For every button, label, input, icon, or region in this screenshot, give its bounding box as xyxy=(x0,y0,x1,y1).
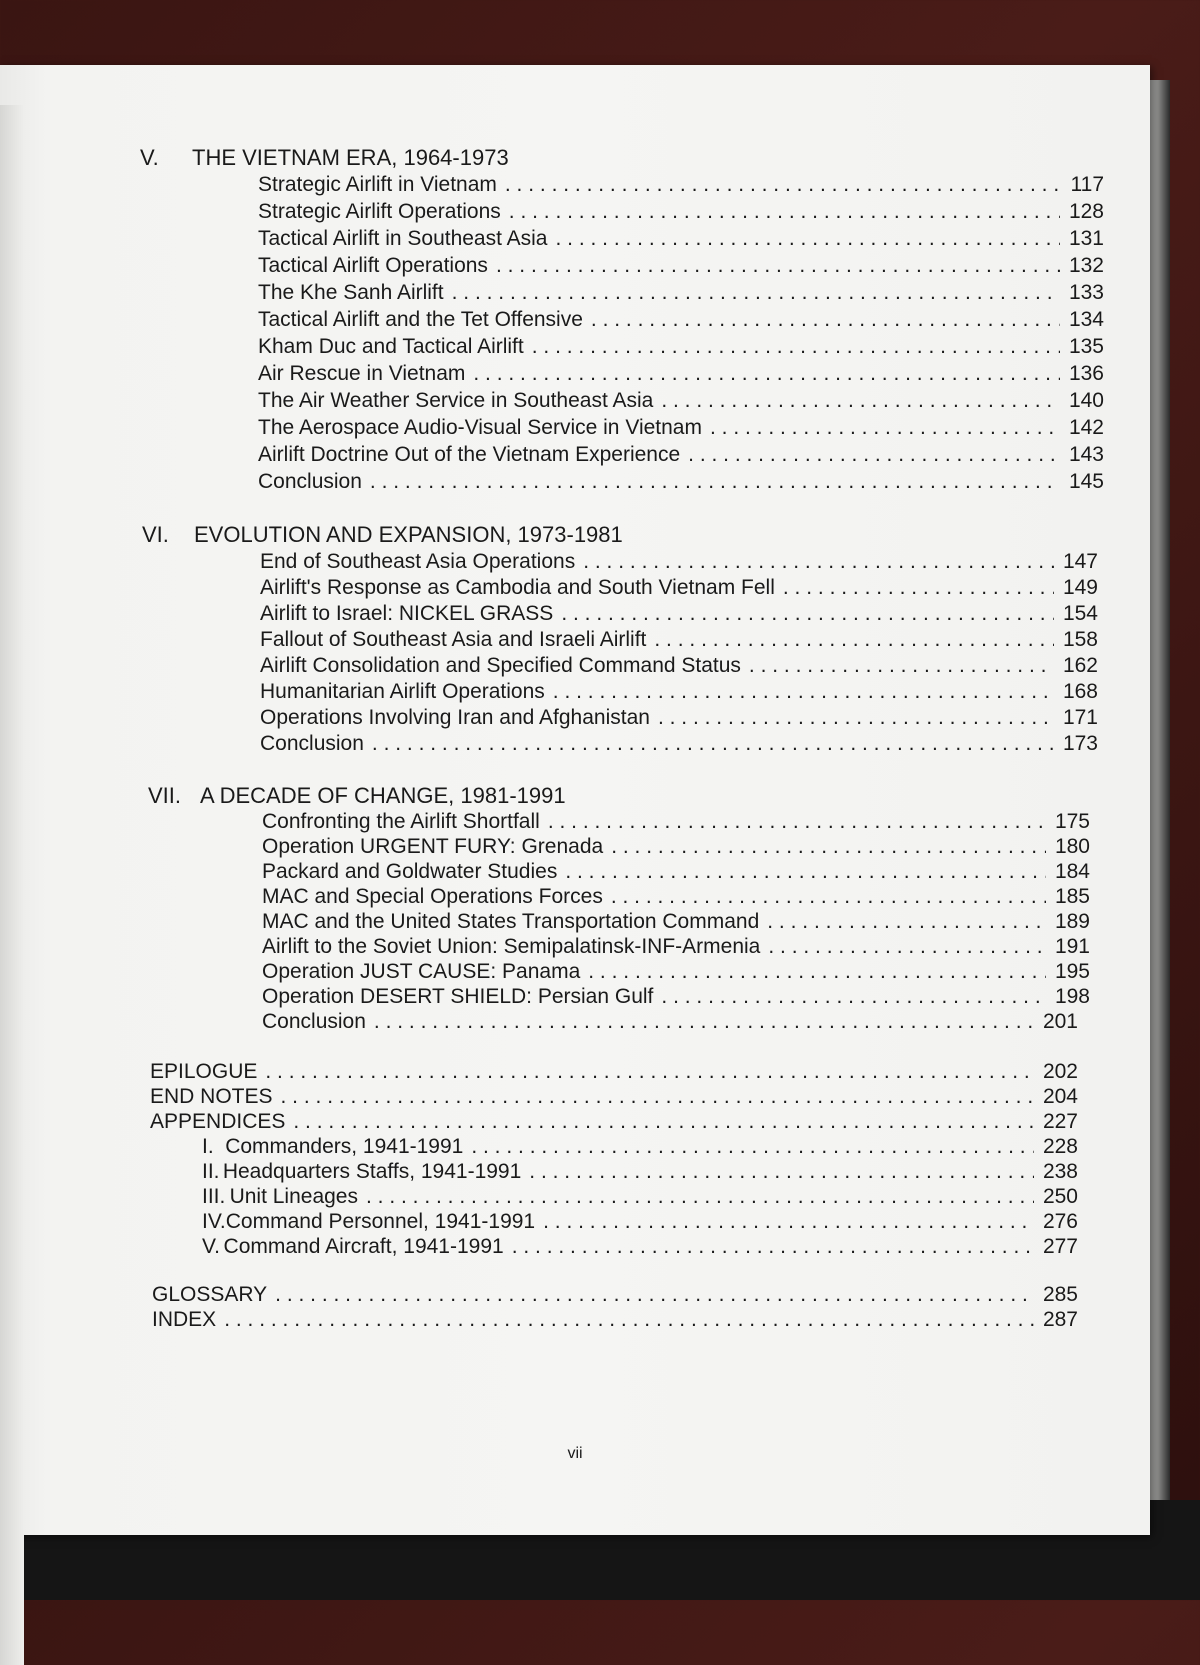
entry-title: Airlift Doctrine Out of the Vietnam Experience xyxy=(258,443,681,466)
entry-title: Airlift to Israel: NICKEL GRASS xyxy=(260,602,554,625)
dot-leader xyxy=(767,910,1046,934)
entry-page: 131 xyxy=(1068,227,1104,250)
toc-entry[interactable] xyxy=(262,1010,1078,1036)
dot-leader xyxy=(553,680,1054,704)
entry-page: 135 xyxy=(1068,335,1104,358)
entry-page: 147 xyxy=(1062,550,1098,573)
dot-leader xyxy=(496,254,1060,278)
toc-entry[interactable] xyxy=(258,362,1104,388)
dot-leader xyxy=(661,985,1046,1009)
chapter-title: A DECADE OF CHANGE, 1981-1991 xyxy=(200,783,566,808)
chapter-heading xyxy=(140,145,640,171)
entry-title: Command Personnel, 1941-1991 xyxy=(225,1210,536,1233)
toc-entry[interactable] xyxy=(262,860,1090,886)
dot-leader xyxy=(532,335,1060,359)
toc-entry[interactable] xyxy=(202,1235,1078,1261)
toc-entry[interactable] xyxy=(260,706,1098,732)
entry-page: 250 xyxy=(1042,1185,1078,1208)
dot-leader xyxy=(749,654,1054,678)
toc-entry[interactable] xyxy=(258,389,1104,415)
toc-entry[interactable] xyxy=(258,227,1104,253)
entry-page: 158 xyxy=(1062,628,1098,651)
toc-entry[interactable] xyxy=(260,732,1098,758)
chapter-number: V. xyxy=(140,145,159,170)
appendix-number: III. xyxy=(202,1185,226,1208)
entry-page: 276 xyxy=(1042,1210,1078,1233)
entry-title: Strategic Airlift Operations xyxy=(258,200,501,223)
entry-page: 143 xyxy=(1068,443,1104,466)
entry-page: 117 xyxy=(1070,173,1104,196)
dot-leader xyxy=(591,308,1060,332)
dot-leader xyxy=(473,362,1060,386)
toc-entry[interactable] xyxy=(258,335,1104,361)
entry-title: APPENDICES xyxy=(150,1110,286,1133)
dot-leader xyxy=(611,835,1046,859)
entry-page: 185 xyxy=(1054,885,1090,908)
entry-page: 133 xyxy=(1068,281,1104,304)
entry-title: MAC and the United States Transportation Command xyxy=(262,910,760,933)
toc-entry[interactable] xyxy=(262,985,1090,1011)
toc-entry[interactable] xyxy=(262,835,1090,861)
dot-leader xyxy=(783,576,1054,600)
entry-title: Strategic Airlift in Vietnam xyxy=(258,173,497,196)
entry-title: EPILOGUE xyxy=(150,1060,258,1083)
toc-entry[interactable] xyxy=(258,308,1104,334)
entry-title: Operation JUST CAUSE: Panama xyxy=(262,960,581,983)
entry-page: 171 xyxy=(1062,706,1098,729)
entry-title: Conclusion xyxy=(258,470,362,493)
toc-entry[interactable] xyxy=(258,416,1104,442)
toc-entry[interactable] xyxy=(258,254,1104,280)
dot-leader xyxy=(543,1210,1034,1234)
chapter-title: THE VIETNAM ERA, 1964-1973 xyxy=(192,145,509,170)
entry-page: 162 xyxy=(1062,654,1098,677)
dot-leader xyxy=(583,550,1054,574)
entry-page: 184 xyxy=(1054,860,1090,883)
entry-title: INDEX xyxy=(152,1308,217,1331)
toc-entry[interactable] xyxy=(258,200,1104,226)
entry-page: 142 xyxy=(1068,416,1104,439)
entry-title: The Khe Sanh Airlift xyxy=(258,281,444,304)
entry-title: Air Rescue in Vietnam xyxy=(258,362,466,385)
entry-page: 228 xyxy=(1042,1135,1078,1158)
toc-entry[interactable] xyxy=(260,680,1098,706)
entry-title: The Aerospace Audio-Visual Service in Vietnam xyxy=(258,416,702,439)
dot-leader xyxy=(471,1135,1034,1159)
toc-entry[interactable] xyxy=(260,602,1098,628)
dot-leader xyxy=(275,1283,1034,1307)
toc-entry[interactable] xyxy=(260,628,1098,654)
dot-leader xyxy=(293,1110,1034,1134)
entry-title: Confronting the Airlift Shortfall xyxy=(262,810,540,833)
dot-leader xyxy=(366,1185,1034,1209)
dot-leader xyxy=(509,200,1060,224)
entry-page: 191 xyxy=(1054,935,1090,958)
entry-page: 136 xyxy=(1068,362,1104,385)
entry-page: 285 xyxy=(1042,1283,1078,1306)
dot-leader xyxy=(452,281,1060,305)
dot-leader xyxy=(529,1160,1034,1184)
toc-entry[interactable] xyxy=(262,935,1090,961)
entry-page: 149 xyxy=(1062,576,1098,599)
dot-leader xyxy=(512,1235,1034,1259)
entry-page: 132 xyxy=(1068,254,1104,277)
toc-entry[interactable] xyxy=(150,1110,1078,1136)
toc-entry[interactable] xyxy=(262,960,1090,986)
entry-page: 198 xyxy=(1054,985,1090,1008)
toc-entry[interactable] xyxy=(260,654,1098,680)
appendix-number: V. xyxy=(202,1235,220,1258)
dot-leader xyxy=(224,1308,1034,1332)
dot-leader xyxy=(710,416,1060,440)
entry-title: Unit Lineages xyxy=(229,1185,358,1208)
dot-leader xyxy=(688,443,1060,467)
appendix-number: I. xyxy=(202,1135,214,1158)
entry-page: 202 xyxy=(1042,1060,1078,1083)
entry-title: End of Southeast Asia Operations xyxy=(260,550,576,573)
toc-entry[interactable] xyxy=(258,470,1104,496)
toc-entry[interactable] xyxy=(150,1085,1078,1111)
entry-page: 204 xyxy=(1042,1085,1078,1108)
chapter-heading xyxy=(148,783,648,809)
toc-entry[interactable] xyxy=(260,550,1098,576)
dot-leader xyxy=(370,470,1060,494)
entry-page: 201 xyxy=(1042,1010,1078,1033)
entry-page: 189 xyxy=(1054,910,1090,933)
toc-entry[interactable] xyxy=(152,1283,1078,1309)
entry-title: Command Aircraft, 1941-1991 xyxy=(223,1235,504,1258)
entry-title: GLOSSARY xyxy=(152,1283,268,1306)
entry-page: 154 xyxy=(1062,602,1098,625)
entry-title: Headquarters Staffs, 1941-1991 xyxy=(222,1160,522,1183)
dot-leader xyxy=(661,389,1060,413)
dot-leader xyxy=(611,885,1046,909)
entry-title: Kham Duc and Tactical Airlift xyxy=(258,335,524,358)
entry-page: 173 xyxy=(1062,732,1098,755)
toc-entry[interactable] xyxy=(262,885,1090,911)
entry-title: Airlift's Response as Cambodia and South Vietnam Fell xyxy=(260,576,775,599)
entry-page: 180 xyxy=(1054,835,1090,858)
entry-page: 128 xyxy=(1068,200,1104,223)
entry-page: 168 xyxy=(1062,680,1098,703)
toc-entry[interactable] xyxy=(202,1160,1078,1186)
entry-page: 238 xyxy=(1042,1160,1078,1183)
entry-title: Operation URGENT FURY: Grenada xyxy=(262,835,604,858)
entry-title: The Air Weather Service in Southeast Asia xyxy=(258,389,654,412)
entry-page: 277 xyxy=(1042,1235,1078,1258)
dot-leader xyxy=(555,227,1060,251)
dot-leader xyxy=(658,706,1054,730)
entry-page: 145 xyxy=(1068,470,1104,493)
dot-leader xyxy=(588,960,1046,984)
toc-entry[interactable] xyxy=(202,1135,1078,1161)
toc-entry[interactable] xyxy=(150,1060,1078,1086)
toc-entry[interactable] xyxy=(258,281,1104,307)
entry-title: Humanitarian Airlift Operations xyxy=(260,680,545,703)
dot-leader xyxy=(654,628,1054,652)
entry-title: Commanders, 1941-1991 xyxy=(225,1135,464,1158)
entry-title: Airlift Consolidation and Specified Command Status xyxy=(260,654,741,677)
page-number-folio: vii xyxy=(567,1445,583,1462)
entry-title: Conclusion xyxy=(260,732,364,755)
book-page xyxy=(0,65,1150,1535)
entry-page: 227 xyxy=(1042,1110,1078,1133)
entry-page: 195 xyxy=(1054,960,1090,983)
toc-entry[interactable] xyxy=(152,1308,1078,1334)
entry-title: Airlift to the Soviet Union: Semipalatinsk-INF-Armenia xyxy=(262,935,761,958)
entry-title: Packard and Goldwater Studies xyxy=(262,860,558,883)
entry-page: 175 xyxy=(1054,810,1090,833)
dot-leader xyxy=(768,935,1046,959)
entry-page: 140 xyxy=(1068,389,1104,412)
toc-entry[interactable] xyxy=(258,173,1104,199)
toc-entry[interactable] xyxy=(262,810,1090,836)
entry-title: Operation DESERT SHIELD: Persian Gulf xyxy=(262,985,654,1008)
entry-title: Tactical Airlift Operations xyxy=(258,254,488,277)
dot-leader xyxy=(505,173,1060,197)
dot-leader xyxy=(561,602,1054,626)
chapter-heading xyxy=(142,522,702,548)
dot-leader xyxy=(265,1060,1034,1084)
entry-title: Tactical Airlift in Southeast Asia xyxy=(258,227,548,250)
toc-entry[interactable] xyxy=(260,576,1098,602)
chapter-number: VII. xyxy=(148,783,182,808)
dot-leader xyxy=(281,1085,1034,1109)
dot-leader xyxy=(565,860,1046,884)
toc-entry[interactable] xyxy=(202,1185,1078,1211)
toc-entry[interactable] xyxy=(262,910,1090,936)
entry-page: 287 xyxy=(1042,1308,1078,1331)
appendix-number: II. xyxy=(202,1160,220,1183)
toc-entry[interactable] xyxy=(258,443,1104,469)
chapter-title: EVOLUTION AND EXPANSION, 1973-1981 xyxy=(194,522,623,547)
chapter-number: VI. xyxy=(142,522,169,547)
toc-entry[interactable] xyxy=(202,1210,1078,1236)
dot-leader xyxy=(548,810,1046,834)
entry-page: 134 xyxy=(1068,308,1104,331)
entry-title: Operations Involving Iran and Afghanistan xyxy=(260,706,650,729)
entry-title: Conclusion xyxy=(262,1010,366,1033)
entry-title: MAC and Special Operations Forces xyxy=(262,885,603,908)
entry-title: Fallout of Southeast Asia and Israeli Airlift xyxy=(260,628,647,651)
dot-leader xyxy=(372,732,1054,756)
entry-title: END NOTES xyxy=(150,1085,273,1108)
entry-title: Tactical Airlift and the Tet Offensive xyxy=(258,308,583,331)
dot-leader xyxy=(374,1010,1034,1034)
page-gutter xyxy=(0,105,24,1665)
appendix-number: IV. xyxy=(202,1210,226,1233)
